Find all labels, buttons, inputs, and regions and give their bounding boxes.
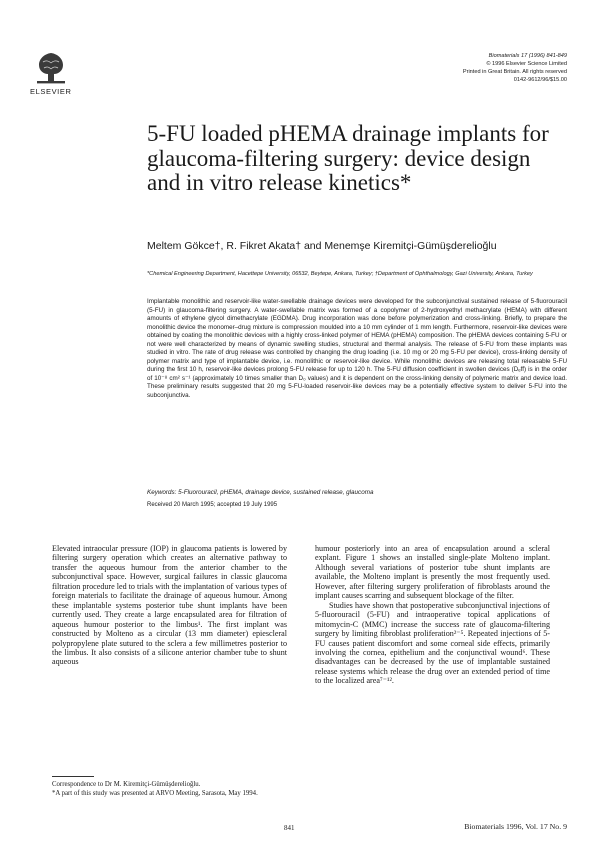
received-dates: Received 20 March 1995; accepted 19 July 1995 xyxy=(147,502,278,508)
page-number: 841 xyxy=(284,824,295,832)
correspondence-note: Correspondence to Dr M. Kiremitçi-Gümüşderelioğlu. xyxy=(52,781,201,788)
journal-footer: Biomaterials 1996, Vol. 17 No. 9 xyxy=(464,822,567,831)
printed-line: Printed in Great Britain. All rights reserved xyxy=(462,69,567,75)
keywords: Keywords: 5-Fluorouracil, pHEMA, drainage device, sustained release, glaucoma xyxy=(147,489,374,496)
body-paragraph: humour posteriorly into an area of encapsulation around a scleral explant. Figure 1 shows an installed single-plate Molteno implant. Although several variations of posterior tube shunt implants are available, the Molteno implant is presently the most frequently used. However, after filtering surgery proliferation of fibroblasts around the implant causes scarring and subsequent blockage of the filter. xyxy=(315,544,550,601)
publisher-name: ELSEVIER xyxy=(30,87,72,96)
copyright-line: © 1996 Elsevier Science Limited xyxy=(486,61,567,67)
elsevier-tree-icon xyxy=(34,50,68,86)
presentation-note: *A part of this study was presented at ARVO Meeting, Sarasota, May 1994. xyxy=(52,789,258,797)
abstract: Implantable monolithic and reservoir-like water-swellable drainage devices were developed for the subconjunctival sustained release of 5-fluorouracil (5-FU) in glaucoma-filtering surgery. A water-swellable matrix was formed of a copolymer of 2-hydroxyethyl methacrylate (HEMA) with different amounts of ethylene glycol dimethacrylate (EGDMA). Drug incorporation was done before polymerization and cross-linking. Briefly, to prepare the monolithic device the monomer–drug mixture is compression moulded into a 10 mm cylinder of 1 mm length. Furthermore, reservoir-like devices were obtained by coating the monolithic devices with a highly cross-linked polymer of HEMA (pHEMA) composition. The pHEMA devices containing 5-FU or not were well characterized by means of dynamic swelling studies, structural and thermal analysis. The release of 5-FU from these implants was studied in vitro. The rate of drug release was controlled by changing the drug loading (i.e. 10 mg or 20 mg 5-FU per device), cross-linking density of polymer matrix and type of implantable device, i.e. monolithic or reservoir-like device. While monolithic devices are releasing total releasable 5-FU during the first 10 h, reservoir-like devices prolong 5-FU release for up to 120 h. The 5-FU diffusion coefficient in swollen devices (Dₑff) is in the order of 10⁻⁸ cm² s⁻¹ (approximately 10 times smaller than D₀ values) and it is dependent on the cross-linking density of polymeric matrix and device load. These preliminary results suggested that 20 mg 5-FU-loaded reservoir-like devices may be a potentially effective system to deliver 5-FU into the subconjunctiva. xyxy=(147,298,567,400)
author-list: Meltem Gökce†, R. Fikret Akata† and Menemşe Kiremitçi-Gümüşderelioğlu xyxy=(147,240,497,252)
footnote-rule xyxy=(52,776,94,777)
body-right-column xyxy=(315,544,550,816)
body-left-column: Elevated intraocular pressure (IOP) in glaucoma patients is lowered by filtering surgery operation which creates an alternative pathway to transfer the aqueous humour from the anterior chamber to the subconjunctival space. However, surgical failures in classic glaucoma filtration procedure led to trials with the implantation of various types of foreign materials to facilitate the drainage of aqueous humour. Among these implantable systems posterior tube shunt implants have been currently used. They create a large encapsulated area for filtration of aqueous humour posterior to the limbus¹. The first implant was constructed by Molteno as a circular (13 mm diameter) epiescleral polypropylene plate sutured to the sclera a few millimetres posterior to the limbus. It also consists of a silicone anterior chamber tube to shunt aqueous xyxy=(52,544,287,667)
affiliations: *Chemical Engineering Department, Hacettepe University, 06532, Beytepe, Ankara, Turkey; †Department of Ophthalmology, Gazi University, Ankara, Turkey xyxy=(147,271,533,277)
article-title: 5-FU loaded pHEMA drainage implants for glaucoma-filtering surgery: device design and in vitro release kinetics* xyxy=(147,121,549,195)
journal-info xyxy=(463,52,567,84)
journal-citation: Biomaterials 17 (1996) 841-849 xyxy=(488,53,567,59)
elsevier-logo xyxy=(34,50,68,86)
footnotes xyxy=(52,781,287,798)
issn-code: 0142-9612/96/$15.00 xyxy=(513,77,567,83)
body-paragraph: Studies have shown that postoperative subconjunctival injections of 5-fluorouracil (5-FU) and intraoperative topical applications of mitomycin-C (MMC) increase the success rate of glaucoma-filtering surgery by limiting fibroblast proliferation²⁻⁵. Repeated injections of 5-FU causes patient discomfort and some corneal side effects, primarily involving the cornea, epithelium and the conjunctival wound⁶. These disadvantages can be decreased by the use of implantable sustained release systems which release the drug over an extended period of time to the localized area⁷⁻¹². xyxy=(315,600,550,686)
